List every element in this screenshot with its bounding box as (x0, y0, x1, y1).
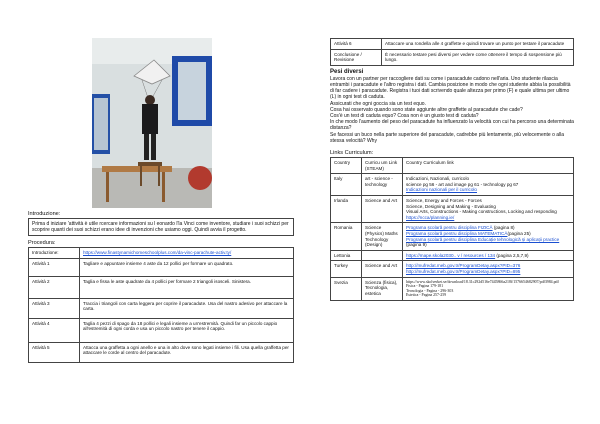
intro-text: Prima d iniziare 'attività è utile rcercare informazioni su l eonardo l'la Vinci come inventore, studiare i suoi schizzi per scoprire quanti dei suoi schizzi erano idee di invenzioni che usiamo oggi. Quindi avvia il progetto. (28, 218, 294, 236)
procedure-title: Procedura: (28, 240, 56, 246)
row-text: È necessario testare pesi diversi per vedere come ottenere il tempo di sospensione più lungo. (382, 49, 574, 65)
row-label: Introduzione: (29, 248, 80, 259)
country-cell: Italy (331, 174, 362, 196)
row-label: Attività 6 (331, 39, 382, 50)
curriculum-link-cell (403, 195, 574, 222)
curriculum-line: Tecnologia - Pagina - 296-303 (406, 288, 454, 293)
curriculum-line: https://www.skolverket.se/download/18.31c292d516e7445866a218f/1576654682907/pdf3984.pdf (406, 279, 559, 284)
table-row (29, 318, 294, 342)
curriculum-link[interactable]: https://mape.skola2030.. v / resources / 134 (406, 252, 496, 258)
link-suffix: (pagina 9) (406, 242, 427, 248)
link-suffix: (pagina 8) (492, 225, 515, 231)
activity-table (330, 38, 574, 66)
curriculum-link[interactable]: http://mufredat.meb.gov.tr/ProgramDetay.aspx?PID=895 (406, 268, 521, 274)
curriculum-line: Fisica - Pagina 179-181 (406, 284, 444, 289)
curriculum-line: Visual Arts, Constructions - Making constructions, Locking and responding (406, 209, 557, 215)
curriculum-link[interactable]: http://mufredat.meb.gov.tr/ProgramDetay.aspx?PID=376 (406, 263, 521, 269)
curriculum-line (406, 253, 570, 259)
row-label: Attività 4 (29, 318, 80, 342)
curriculum-link[interactable]: https://ncca/planning.ie/ (406, 214, 455, 220)
link-suffix: (pagina 2,5,7,9) (495, 252, 529, 258)
curriculum-link[interactable]: Programa școlară pentru disciplina MATEMATICĂ (406, 230, 508, 236)
row-label: Attività 5 (29, 342, 80, 362)
row-text: Taglia 4 pezzi di spago da 18 pollici e legali insieme a un'estremità. Quindi far un piccolo cappio all'estremità di ogni corda e usa un piccolo nastro per tenere il cappio. (80, 318, 294, 342)
row-text: Attacca una graffetta a ogni anello e una in alto dove sono legati insieme i fili. Usa quella graffetta per attaccare le corde al centro del paracadute. (80, 342, 294, 362)
row-label: Attività 1 (29, 258, 80, 276)
country-cell: Irlanda (331, 195, 362, 222)
row-text: Tagliare e appuntare insieme 4 aste da 12 pollici per formare un quadrato. (80, 258, 294, 276)
curriculum-line: science pg 56 - art and image pg 61 - technology pg 67 (406, 181, 519, 187)
curriculum-line: Science, Energy and Forces - Forces (406, 197, 482, 203)
curriculum-link-cell (403, 277, 574, 300)
row-text: Attaccare una rondella alle 4 graffette e quindi trovare un punto per testare il paracadute (382, 39, 574, 50)
subject-cell: Scienza (fisica), Tecnologia, estetica (362, 277, 403, 300)
right-column (330, 38, 574, 301)
table-row (331, 174, 574, 196)
classroom-photo-illustration (92, 38, 212, 208)
table-row (29, 248, 294, 259)
curriculum-line: Estetica - Pagina 257-259 (406, 293, 447, 298)
table-row (331, 277, 574, 300)
curriculum-body (331, 174, 574, 301)
table-row (331, 261, 574, 277)
curriculum-link-cell (403, 250, 574, 261)
pesi-line: Assicurati che ogni goccia sia un test equo. (330, 100, 426, 107)
header-cell: Curricu um Link (STEAM) (362, 158, 403, 174)
left-column (28, 211, 294, 363)
curriculum-line (406, 237, 570, 248)
curriculum-title: Links Curriculum: (330, 150, 374, 157)
procedure-table (28, 247, 294, 363)
curriculum-link[interactable]: Indicazioni nazionali per il curricolo (406, 187, 477, 193)
curriculum-line (406, 269, 570, 275)
pesi-title: Pesi diversi (330, 68, 364, 75)
country-cell: Turkey (331, 261, 362, 277)
country-cell: Lettonia (331, 250, 362, 261)
curriculum-table (330, 157, 574, 301)
intro-link[interactable]: https://www.finastynamichomeschoolplus.com/da-vinc-parachute-activ.ty/ (83, 250, 232, 255)
header-cell: Country Curriculum link (403, 158, 574, 174)
subject-cell: Science and Art (362, 261, 403, 277)
table-row (331, 39, 574, 50)
classroom-photo (92, 38, 212, 208)
pesi-line: Cos'è un test di caduta equo? Cosa non è un giusto test di caduta? (330, 113, 479, 119)
curriculum-link-cell (403, 261, 574, 277)
row-text (80, 248, 294, 259)
curriculum-link[interactable]: Programa școlară pentru disciplina FIZICĂ (406, 225, 493, 231)
curriculum-line (406, 187, 570, 193)
curriculum-line: Science, Designing and Making - Evaluating (406, 203, 496, 209)
subject-cell: Science (Physics) Maths Technology (Design) (362, 223, 403, 250)
table-row (29, 258, 294, 276)
pesi-text (330, 76, 574, 144)
table-row (29, 276, 294, 298)
row-text: Traccia i triangoli con carta leggera per coprire il paracadute. Usa del nastro adesivo per attaccare la carta. (80, 298, 294, 318)
table-row (331, 223, 574, 250)
curriculum-link[interactable]: Programa școlară pentru disciplina Educație tehnologică și aplicații practice (406, 236, 560, 242)
table-row (331, 250, 574, 261)
curriculum-line (406, 215, 570, 221)
curriculum-link-cell (403, 223, 574, 250)
country-cell: Romania (331, 223, 362, 250)
table-row (29, 298, 294, 318)
table-row (29, 342, 294, 362)
curriculum-line: Indicazioni, Nazionali, curricolo (406, 176, 470, 182)
subject-cell (362, 250, 403, 261)
row-text: Taglia e fissa le aste quadrate da 4 pollici per formare 2 triangoli isosceli. Sinistera. (80, 276, 294, 298)
subject-cell: Science and Art (362, 195, 403, 222)
pesi-line: Cosa hai osservato quando sono state aggiunte altre graffette al paracadute che cade? (330, 106, 523, 113)
row-label: Attività 3 (29, 298, 80, 318)
pesi-line: In che modo l'aumento del peso del paracadute ha influenzato la velocità con cui ha percorso una determinata distanza? (330, 119, 574, 132)
pesi-line: Lavora con un partner per raccogliere dati su come i paracadute cadono nell'aria. Uno studente rilascia entrambi i paracadute e l'altro registra i dati. Cambia posizione in modo che ogni studente abbia la possibilità di far cadere i paracadute. Registra i tuoi dati scrivendo quale altezza per primo (F) e quale ultima per ultimo (L) in ogni test di caduta. (330, 75, 571, 101)
header-cell: Country (331, 158, 362, 174)
curriculum-link-cell (403, 174, 574, 196)
table-row (331, 49, 574, 65)
subject-cell: art - science - technology (362, 174, 403, 196)
table-header-row (331, 158, 574, 174)
table-row (331, 195, 574, 222)
pesi-line: Se facessi un buco nella parte superiore del paracadute, cadrebbe più lentamente, più velocemente o alla stessa velocità? Why (330, 131, 565, 144)
intro-title: Introduzione: (28, 211, 61, 217)
country-cell: Svezia (331, 277, 362, 300)
row-label: Conclusione / Revisione (331, 49, 382, 65)
row-label: Attività 2 (29, 276, 80, 298)
link-suffix: (pagina 25) (507, 230, 531, 236)
